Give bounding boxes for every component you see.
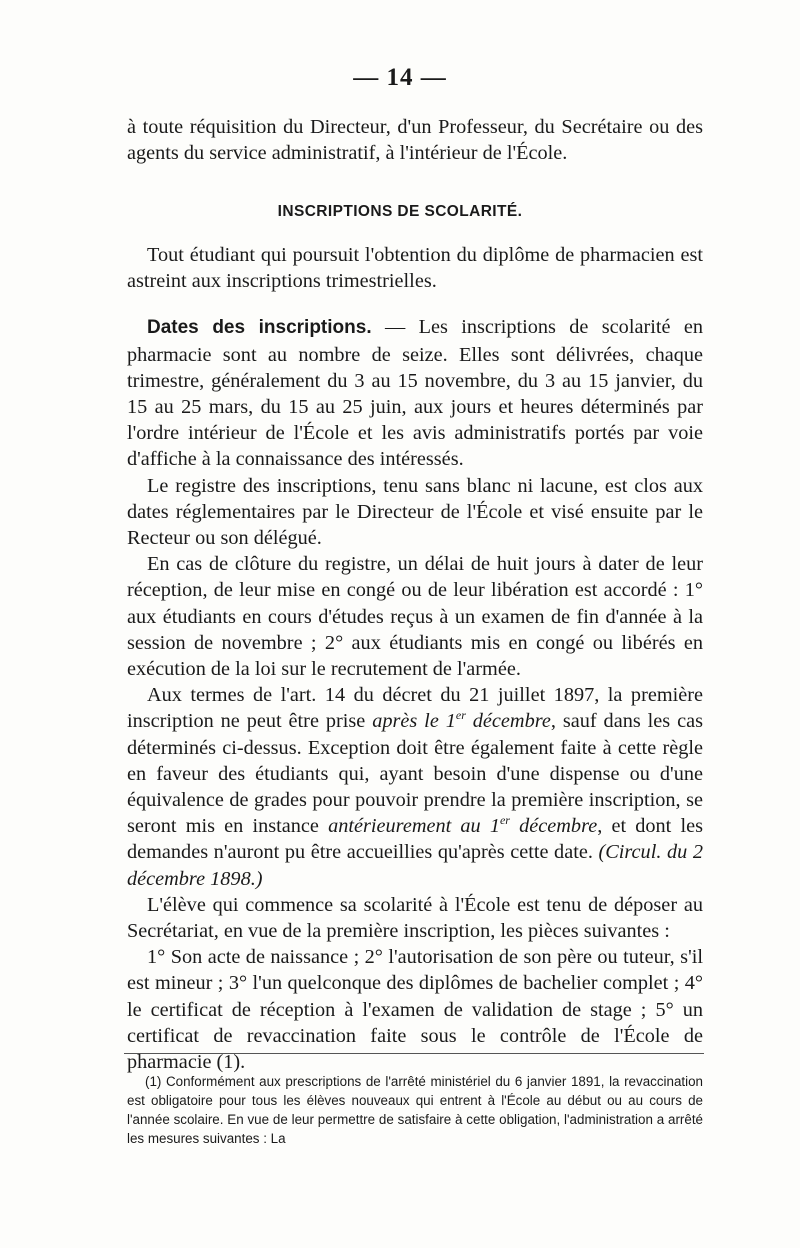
decret-text-1: Aux termes de l'art. 14 du décret du 21 juillet 1897, la première inscription ne peut être prise: [127, 684, 703, 733]
decret-paragraph: [127, 682, 703, 892]
decret-em-2b: décembre: [509, 815, 598, 838]
cloture-paragraph: En cas de clôture du registre, un délai de huit jours à dater de leur réception, de leur mise en congé ou de leur libération est accordé : 1° aux étudiants en cours d'études reçus à un examen de fin d'année à la session de novembre ; 2° aux étudiants mis en congé ou libérés en exécution de la loi sur le recrutement de l'armée.: [127, 553, 703, 681]
decret-citation: (Circul. du 2 décembre 1898.): [127, 841, 703, 890]
section-title: INSCRIPTIONS DE SCOLARITÉ.: [277, 203, 523, 220]
decret-em-2a: antérieurement au 1: [328, 815, 500, 838]
lead-paragraph: Tout étudiant qui poursuit l'obtention du diplôme de pharmacien est astreint aux inscriptions trimestrielles.: [127, 244, 703, 293]
decret-text-3: , et dont les demandes n'auront pu être accueillies qu'après cette date.: [127, 815, 703, 864]
decret-em-1a: après le 1: [372, 710, 456, 733]
main-text: [127, 242, 703, 1075]
decret-em-1b: décembre: [465, 710, 551, 733]
decret-emphasis-1: [372, 710, 551, 732]
dates-heading: Dates des inscriptions.: [147, 317, 372, 339]
pieces-paragraph: L'élève qui commence sa scolarité à l'École est tenu de déposer au Secrétariat, en vue de la première inscription, les pièces suivantes :: [127, 893, 703, 943]
intro-paragraph: à toute réquisition du Directeur, d'un Professeur, du Secrétaire ou des agents du service administratif, à l'intérieur de l'École.: [127, 116, 703, 165]
decret-text-2: , sauf dans les cas déterminés ci-dessus. Exception doit être également faite à cette règle en faveur des étudiants qui, ayant besoin d'une dispense ou d'une équivalence de grades pour pouvoir prendre la première inscription, se seront mis en instance: [127, 710, 703, 838]
footnote-divider: [124, 1053, 704, 1054]
pieces-list-paragraph: 1° Son acte de naissance ; 2° l'autorisation de son père ou tuteur, s'il est mineur ; 3° l'un quelconque des diplômes de bachelier complet ; 4° le certificat de réception à l'examen de validation de stage ; 5° un certificat de revaccination faite sous le contrôle de l'École de pharmacie (1).: [127, 946, 703, 1074]
footnote: (1) Conformément aux prescriptions de l'arrêté ministériel du 6 janvier 1891, la revaccination est obligatoire pour tous les élèves nouveaux qui entrent à l'École au début ou au cours de l'année scolaire. En vue de leur permettre de satisfaire à cette obligation, l'administration a arrêté les mesures suivantes : La: [127, 1074, 703, 1146]
decret-sup-1: er: [455, 708, 466, 723]
decret-emphasis-2: [328, 815, 597, 837]
dates-text: — Les inscriptions de scolarité en pharmacie sont au nombre de seize. Elles sont délivrées, chaque trimestre, généralement du 3 au 15 novembre, du 3 au 15 janvier, du 15 au 25 mars, du 15 au 25 juin, aux jours et heures déterminés par l'ordre intérieur de l'École et les avis administratifs portés par voie d'affiche à la connaissance des intéressés.: [127, 316, 703, 471]
page-number: — 14 —: [353, 64, 447, 91]
registre-paragraph: Le registre des inscriptions, tenu sans blanc ni lacune, est clos aux dates réglementaires par le Directeur de l'École et visé ensuite par le Recteur ou son délégué.: [127, 474, 703, 550]
decret-sup-2: er: [499, 813, 510, 828]
dates-paragraph: [127, 314, 703, 472]
